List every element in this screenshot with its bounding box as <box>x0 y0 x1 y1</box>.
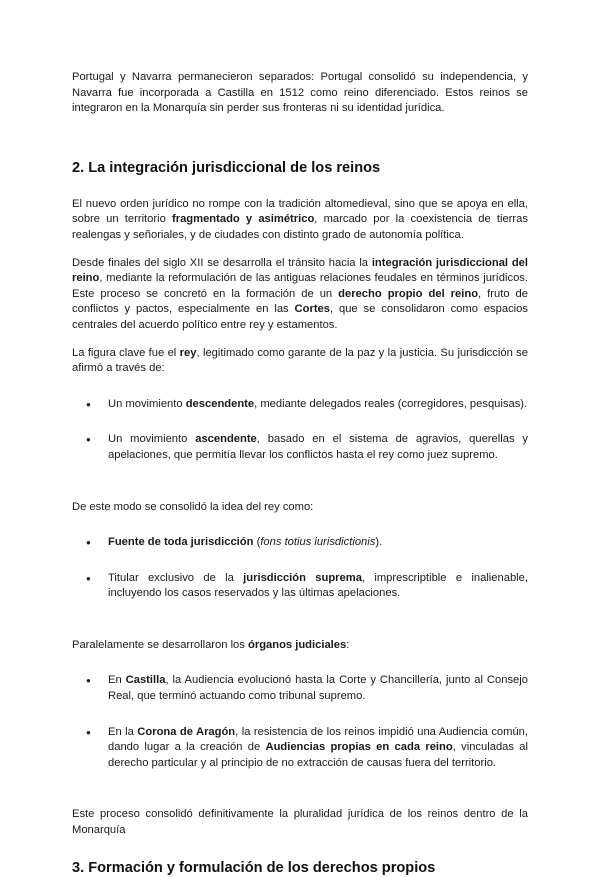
list-item: ● Un movimiento ascendente, basado en el sistema de agravios, querellas y apelaciones, que permitía llevar los conflictos hasta el rey como juez supremo. <box>72 432 528 463</box>
intro-paragraph: Portugal y Navarra permanecieron separados: Portugal consolidó su independencia, y Navarra fue incorporada a Castilla en 1512 como reino diferenciado. Estos reinos se integraron en la Monarquía sin perder sus fronteras ni su identidad jurídica. <box>72 71 528 115</box>
list-item: ● Titular exclusivo de la jurisdicción suprema, imprescriptible e inalienable, incluyendo los casos reservados y las últimas apelaciones. <box>72 571 528 602</box>
section-2-paragraph-4: De este modo se consolidó la idea del rey como: <box>72 500 314 513</box>
list-item: ● En la Corona de Aragón, la resistencia de los reinos impidió una Audiencia común, dando lugar a la creación de Audiencias propias en cada reino, vinculadas al derecho particular y al principio de no extracción de causas fuera del territorio. <box>72 725 528 772</box>
section-2-paragraph-1: El nuevo orden jurídico no rompe con la tradición altomedieval, sino que se apoya en ella, sobre un territorio fragmentado y asimétrico, marcado por la coexistencia de tierras realengas y señoriales, y de ciudades con distinto grado de autonomía política. <box>72 197 528 241</box>
section-2-heading: 2. La integración jurisdiccional de los reinos <box>72 159 381 176</box>
section-2-paragraph-3: La figura clave fue el rey, legitimado como garante de la paz y la justicia. Su jurisdicción se afirmó a través de: <box>72 346 528 375</box>
list-item: ● Un movimiento descendente, mediante delegados reales (corregidores, pesquisas). <box>72 397 528 413</box>
list-item: ● Fuente de toda jurisdicción (fons totius iurisdictionis). <box>72 535 528 551</box>
section-3-heading: 3. Formación y formulación de los derechos propios <box>72 859 436 876</box>
section-2-paragraph-6: Este proceso consolidó definitivamente la pluralidad jurídica de los reinos dentro de la Monarquía <box>72 808 528 837</box>
section-2-paragraph-5: Paralelamente se desarrollaron los órganos judiciales: <box>72 638 350 651</box>
section-2-paragraph-2: Desde finales del siglo XII se desarrolla el tránsito hacia la integración jurisdiccional del reino, mediante la reformulación de las antiguas relaciones feudales en términos jurídicos. Este proceso se concretó en la formación de un derecho propio del reino, fruto de conflictos y pactos, especialmente en las Cortes, que se consolidaron como espacios centrales del acuerdo político entre rey y estamentos. <box>72 256 529 331</box>
king-role-list <box>72 535 528 602</box>
judicial-organs-list <box>72 673 528 771</box>
movement-list <box>72 397 528 464</box>
list-item: ● En Castilla, la Audiencia evolucionó hasta la Corte y Chancillería, junto al Consejo Real, que terminó actuando como tribunal supremo. <box>72 673 528 704</box>
